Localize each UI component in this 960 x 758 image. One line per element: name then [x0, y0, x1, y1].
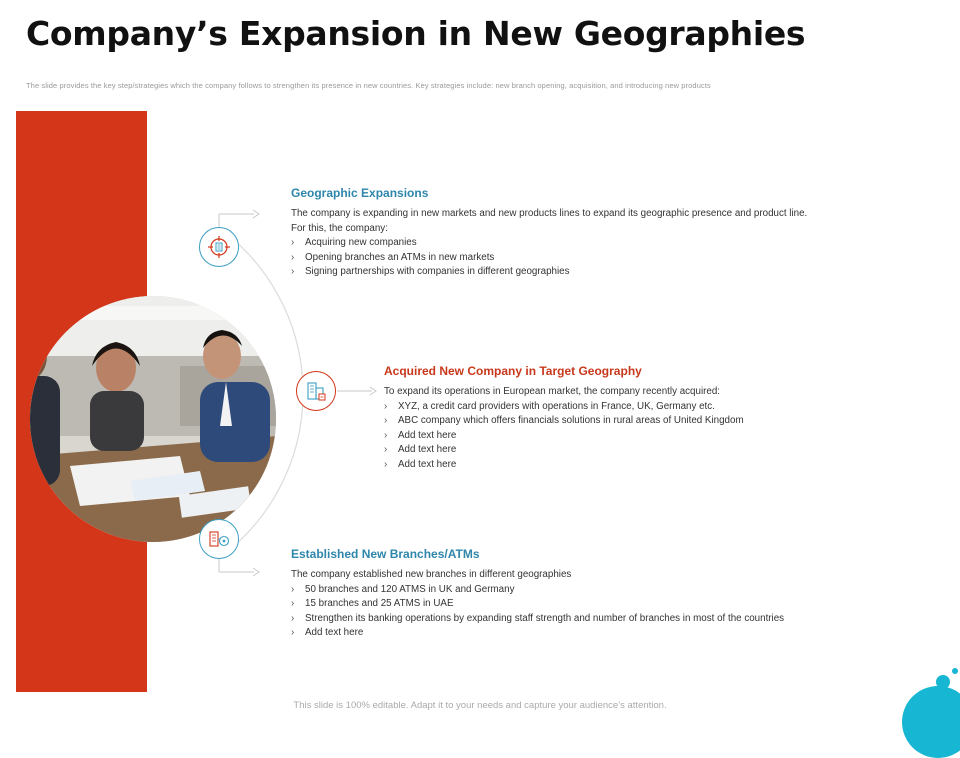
- decorative-dot-small: [952, 668, 958, 674]
- bullet-list: [384, 400, 744, 473]
- section-title: Acquired New Company in Target Geography: [384, 364, 642, 378]
- branch-network-icon: [207, 527, 231, 551]
- list-item: › 15 branches and 25 ATMS in UAE: [291, 597, 784, 612]
- list-item: › Opening branches an ATMs in new markets: [291, 251, 807, 266]
- section-title: Geographic Expansions: [291, 186, 429, 200]
- acquisition-icon-circle: [296, 371, 336, 411]
- section-geographic-expansions: [291, 186, 807, 280]
- section-intro-line: The company is expanding in new markets and new products lines to expand its geographic presence and product line.: [291, 208, 808, 219]
- geographic-expansion-icon-circle: [199, 227, 239, 267]
- list-item: › 50 branches and 120 ATMS in UK and Germany: [291, 583, 784, 598]
- list-item: › Acquiring new companies: [291, 236, 807, 251]
- list-item: › Add text here: [384, 429, 744, 444]
- page-title: Company’s Expansion in New Geographies: [26, 14, 806, 53]
- section-new-branches: [291, 547, 784, 641]
- list-item: › Signing partnerships with companies in different geographies: [291, 265, 807, 280]
- list-item: › XYZ, a credit card providers with operations in France, UK, Germany etc.: [384, 400, 744, 415]
- meeting-photo: [30, 296, 276, 542]
- list-item: › Add text here: [384, 458, 744, 473]
- list-item: › Strengthen its banking operations by expanding staff strength and number of branches in most of the countries: [291, 612, 784, 627]
- arrow-head-2: [370, 387, 376, 395]
- section-intro-line: The company established new branches in different geographies: [291, 569, 572, 580]
- section-intro-line: To expand its operations in European market, the company recently acquired:: [384, 386, 721, 397]
- page-subtitle: The slide provides the key step/strategies which the company follows to strengthen its presence in new countries. Key strategies include: new branch opening, acquisition, and introducing new products: [26, 81, 711, 90]
- section-intro-line: For this, the company:: [291, 222, 388, 234]
- section-title: Established New Branches/ATMs: [291, 547, 480, 561]
- decorative-dot-large: [902, 686, 960, 758]
- branches-icon-circle: [199, 519, 239, 559]
- bullet-list: [291, 236, 807, 280]
- bullet-list: [291, 583, 784, 641]
- list-item: › Add text here: [384, 443, 744, 458]
- arrow-head-1: [253, 210, 259, 218]
- list-item: › ABC company which offers financials solutions in rural areas of United Kingdom: [384, 414, 744, 429]
- buildings-icon: [304, 379, 328, 403]
- section-acquired-company: [384, 364, 744, 472]
- arrow-head-3: [253, 568, 259, 576]
- footer-note: This slide is 100% editable. Adapt it to your needs and capture your audience’s attention.: [293, 700, 667, 711]
- decorative-dot-medium: [936, 675, 950, 689]
- globe-target-icon: [207, 235, 231, 259]
- list-item: › Add text here: [291, 626, 784, 641]
